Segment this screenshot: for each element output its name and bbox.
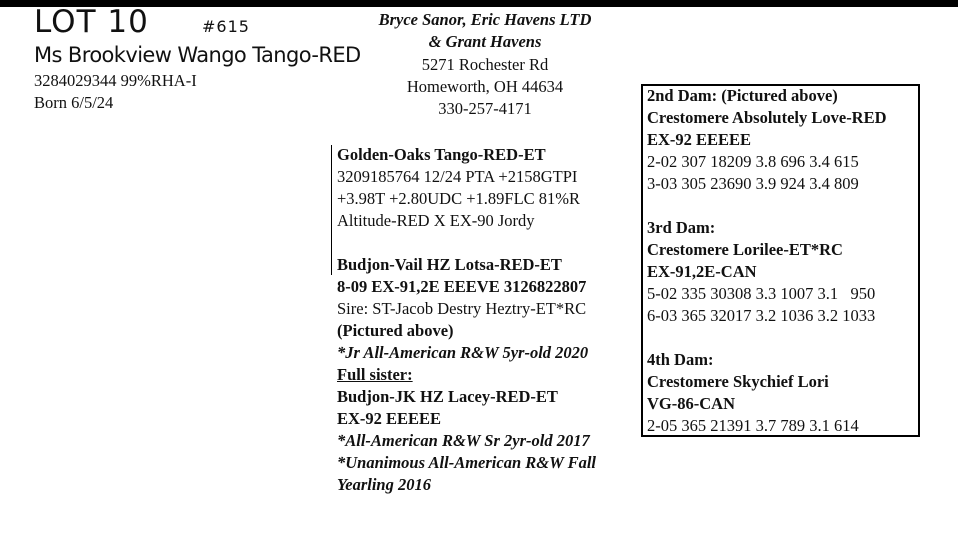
dam3-name: Crestomere Lorilee-ET*RC xyxy=(647,240,843,259)
animal-birth-date: Born 6/5/24 xyxy=(34,93,114,112)
animal-name: Ms Brookview Wango Tango-RED xyxy=(34,43,361,67)
consignor-city: Homeworth, OH 44634 xyxy=(406,76,564,96)
dam2-record-2: 3-03 305 23690 3.9 924 3.4 809 xyxy=(647,174,859,193)
dam4-header: 4th Dam: xyxy=(647,350,714,369)
dam-section xyxy=(337,254,596,496)
lot-catalog-number: #615 xyxy=(202,17,250,36)
spacer xyxy=(647,327,887,349)
spacer xyxy=(647,195,887,217)
pedigree-sire-bracket xyxy=(331,145,332,275)
dam3-header: 3rd Dam: xyxy=(647,218,716,237)
dam2-record-1: 2-02 307 18209 3.8 696 3.4 615 xyxy=(647,152,859,171)
sister-score: EX-92 EEEEE xyxy=(337,409,442,428)
animal-id-line: 3284029344 99%RHA-I xyxy=(34,71,197,90)
dam3-record-2: 6-03 365 32017 3.2 1036 3.2 1033 xyxy=(647,306,876,325)
sister-award-1: *All-American R&W Sr 2yr-old 2017 xyxy=(337,431,590,450)
ancestry-content xyxy=(647,85,887,437)
sister-award-2-cont: Yearling 2016 xyxy=(337,475,431,494)
dam-award: *Jr All-American R&W 5yr-old 2020 xyxy=(337,343,589,362)
dam2-score: EX-92 EEEEE xyxy=(647,130,752,149)
dam4-score: VG-86-CAN xyxy=(647,394,735,413)
consignor-names-2: & Grant Havens xyxy=(428,32,542,52)
dam-pictured-note: (Pictured above) xyxy=(337,321,454,340)
sire-name: Golden-Oaks Tango-RED-ET xyxy=(337,145,546,164)
dam2-name: Crestomere Absolutely Love-RED xyxy=(647,108,887,127)
full-sister-label: Full sister: xyxy=(337,365,413,384)
dam3-record-1: 5-02 335 30308 3.3 1007 3.1 950 xyxy=(647,284,876,303)
dam-sire-line: Sire: ST-Jacob Destry Heztry-ET*RC xyxy=(337,299,587,318)
consignor-block xyxy=(340,9,630,120)
dam-name: Budjon-Vail HZ Lotsa-RED-ET xyxy=(337,255,562,274)
lot-label: LOT 10 xyxy=(34,4,149,40)
dam3-score: EX-91,2E-CAN xyxy=(647,262,757,281)
consignor-phone: 330-257-4171 xyxy=(438,99,532,119)
dam2-header: 2nd Dam: (Pictured above) xyxy=(647,86,838,105)
sire-proof-line: 3209185764 12/24 PTA +2158GTPI xyxy=(337,167,578,186)
dam4-record-1: 2-05 365 21391 3.7 789 3.1 614 xyxy=(647,416,859,435)
consignor-address: 5271 Rochester Rd xyxy=(421,54,549,74)
sire-traits-line: +3.98T +2.80UDC +1.89FLC 81%R xyxy=(337,189,581,208)
sire-section xyxy=(337,144,580,232)
dam-score-line: 8-09 EX-91,2E EEEVE 3126822807 xyxy=(337,277,587,296)
consignor-names: Bryce Sanor, Eric Havens LTD xyxy=(378,10,592,29)
sister-award-2: *Unanimous All-American R&W Fall xyxy=(337,453,597,472)
sire-pedigree-line: Altitude-RED X EX-90 Jordy xyxy=(337,211,535,230)
sister-name: Budjon-JK HZ Lacey-RED-ET xyxy=(337,387,558,406)
dam4-name: Crestomere Skychief Lori xyxy=(647,372,829,391)
